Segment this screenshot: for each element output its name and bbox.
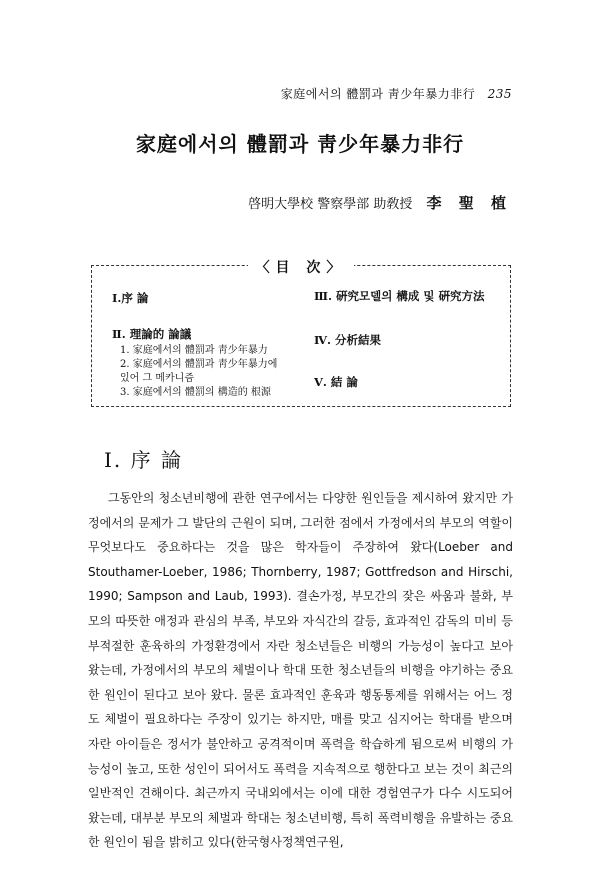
toc-subitem: 2. 家庭에서의 體罰과 靑少年暴力에 있어 그 메카니즘 bbox=[120, 359, 278, 384]
toc-heading: 〈目 次〉 bbox=[248, 260, 355, 276]
author-line bbox=[248, 192, 512, 213]
toc-subitem: 1. 家庭에서의 體罰과 靑少年暴力 bbox=[120, 345, 268, 356]
table-of-contents bbox=[91, 260, 511, 407]
toc-item: Ⅴ. 結 論 bbox=[314, 375, 358, 389]
author-affiliation: 啓明大學校 警察學部 助敎授 bbox=[248, 197, 413, 212]
running-header bbox=[281, 85, 512, 102]
running-title: 家庭에서의 體罰과 靑少年暴力非行 bbox=[280, 87, 476, 101]
body-text bbox=[88, 486, 513, 855]
toc-item: Ⅳ. 分析結果 bbox=[314, 333, 382, 347]
toc-item: Ⅱ. 理論的 論議 bbox=[112, 327, 192, 341]
toc-left-column bbox=[112, 290, 280, 400]
toc-right-column bbox=[314, 288, 484, 390]
page-number: 235 bbox=[487, 87, 512, 101]
toc-subitem: 3. 家庭에서의 體罰의 構造的 根源 bbox=[120, 387, 271, 398]
author-name: 李 聖 植 bbox=[426, 194, 512, 212]
paragraph: 그동안의 청소년비행에 관한 연구에서는 다양한 원인들을 제시하여 왔지만 가정에서의 문제가 그 발단의 근원이 되며, 그러한 점에서 가정에서의 부모의 역할이 무엇보다도 중요하다는 것을 많은 학자들이 주장하여 왔다(Loeber and Stouthamer-Loeber, 1986; Thornberry, 1987; Gottfredson and Hirschi, 1990; Sampson and Laub, 1993). 결손가정, 부모간의 잦은 싸움과 불화, 부모의 따뜻한 애정과 관심의 부족, 부모와 자식간의 갈등, 효과적인 감독의 미비 등 부적절한 훈육하의 가정환경에서 자란 청소년들은 비행의 가능성이 높다고 보아 왔는데, 가정에서의 부모의 체벌이나 학대 또한 청소년들의 비행을 야기하는 중요한 원인이 된다고 보아 왔다. 물론 효과적인 훈육과 행동통제를 위해서는 어느 정도 체벌이 필요하다는 주장이 있기는 하지만, 매를 맞고 심지어는 학대를 받으며 자란 아이들은 정서가 불안하고 공격적이며 폭력을 학습하게 됨으로써 비행의 가능성이 높고, 또한 성인이 되어서도 폭력을 지속적으로 행한다고 보는 것이 최근의 일반적인 견해이다. 최근까지 국내외에서는 이에 대한 경험연구가 다수 시도되어 왔는데, 대부분 부모의 체벌과 학대는 청소년비행, 특히 폭력비행을 유발하는 중요한 원인이 됨을 밝히고 있다(한국형사정책연구원, bbox=[88, 491, 513, 850]
toc-item: Ⅲ. 硏究모델의 構成 및 硏究方法 bbox=[314, 289, 485, 303]
article-title: 家庭에서의 體罰과 靑少年暴力非行 bbox=[135, 132, 465, 156]
section-heading: Ⅰ. 序 論 bbox=[104, 448, 183, 472]
toc-item: Ⅰ.序 論 bbox=[112, 291, 149, 305]
